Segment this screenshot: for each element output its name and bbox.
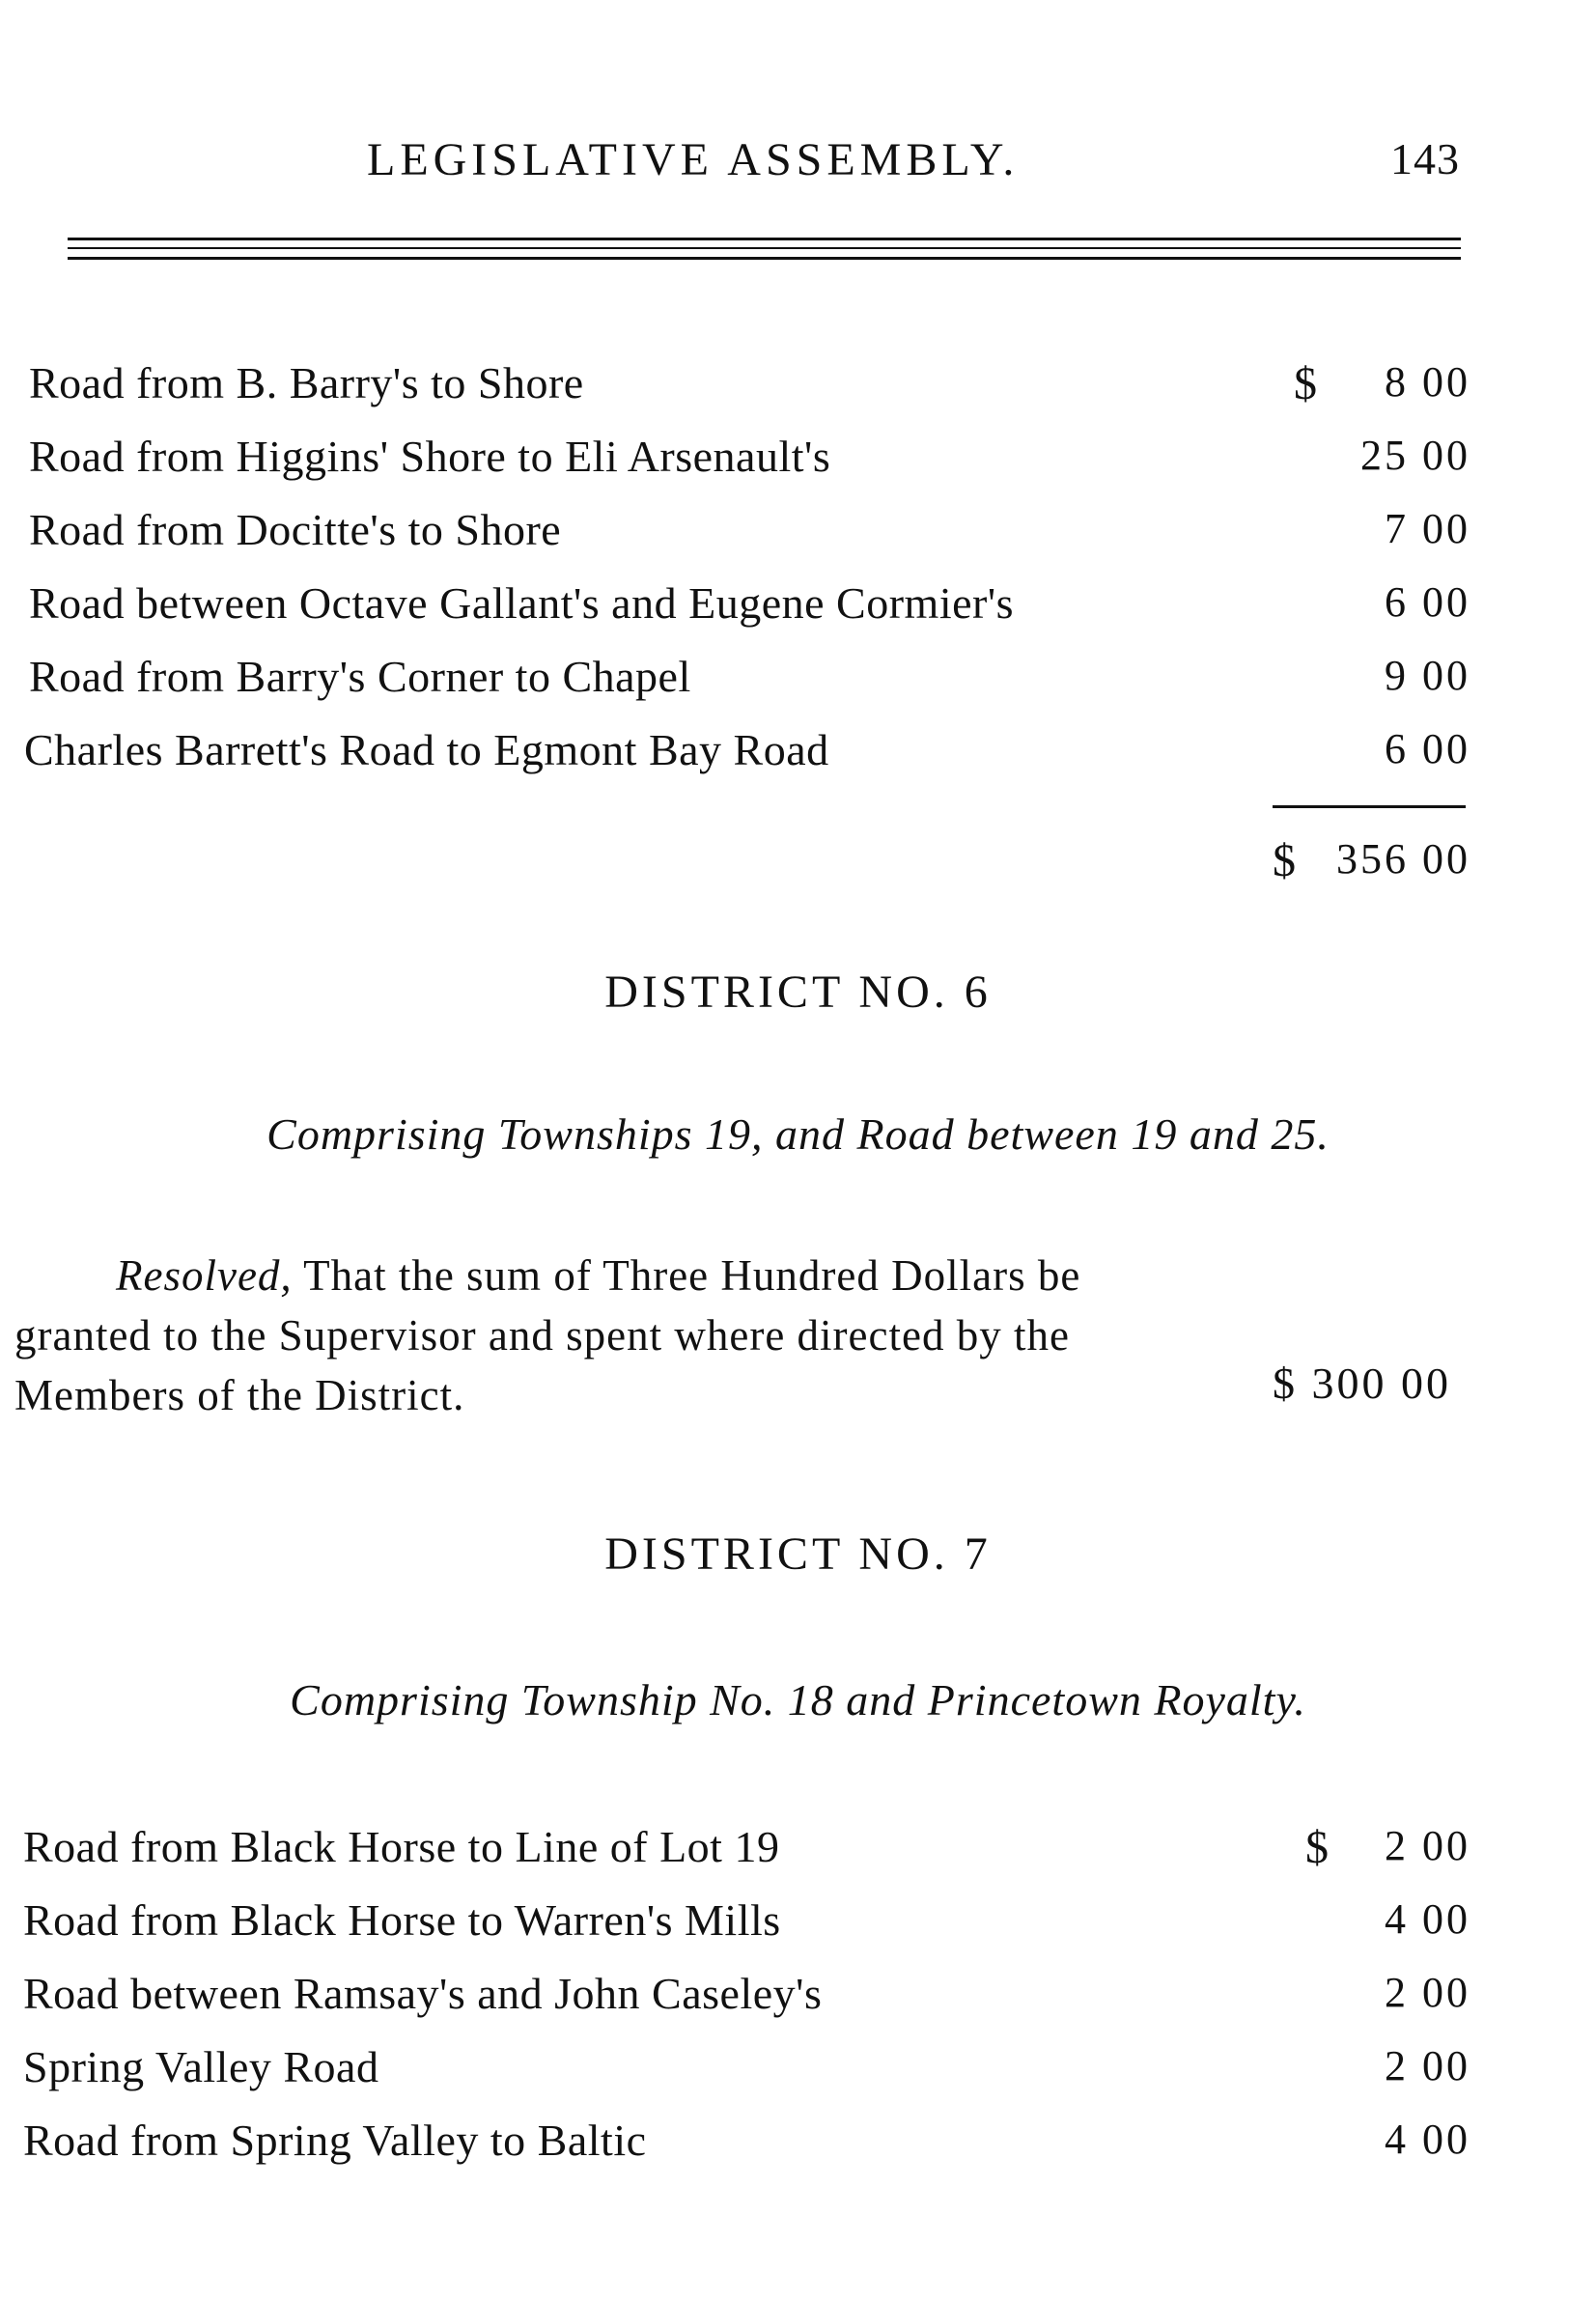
list-item [0, 651, 1596, 718]
dollar-sign: $ [1305, 1822, 1329, 1873]
district-subtitle: Comprising Townships 19, and Road between 19 and 25. [266, 1109, 1330, 1159]
item-label: Charles Barrett's Road to Egmont Bay Road [24, 725, 829, 774]
item-label: Road from Black Horse to Warren's Mills [23, 1895, 781, 1945]
item-amount: 9 00 [1385, 652, 1470, 699]
item-label: Road between Octave Gallant's and Eugene Cormier's [29, 578, 1015, 628]
resolved-word: Resolved, [116, 1251, 293, 1300]
list-item [0, 1821, 1596, 1889]
amount-value: 300 00 [1311, 1359, 1451, 1408]
resolution-line: Members of the District. [14, 1371, 465, 1419]
header-rule [68, 257, 1461, 260]
dollar-sign: $ [1273, 1359, 1298, 1408]
resolution-line [14, 1246, 1241, 1305]
resolution-amount [1273, 1358, 1451, 1409]
item-amount: 2 00 [1385, 1822, 1470, 1869]
total-rule [1273, 805, 1466, 808]
item-amount: 8 00 [1385, 358, 1470, 406]
item-label: Road from Spring Valley to Baltic [23, 2116, 647, 2165]
district-total [0, 834, 1596, 902]
page-number: 143 [1390, 134, 1460, 183]
item-amount: 6 00 [1385, 725, 1470, 772]
list-item [0, 504, 1596, 572]
district-heading: DISTRICT NO. 6 [604, 967, 992, 1018]
header-rule [68, 238, 1461, 240]
item-label: Road from B. Barry's to Shore [29, 358, 584, 407]
item-amount: 2 00 [1385, 2042, 1470, 2089]
dollar-sign: $ [1294, 358, 1317, 409]
total-amount: 356 00 [1336, 835, 1470, 883]
running-head: LEGISLATIVE ASSEMBLY. [367, 134, 1020, 185]
district-subtitle: Comprising Township No. 18 and Princetown Royalty. [290, 1675, 1306, 1724]
item-label: Spring Valley Road [23, 2042, 379, 2091]
resolution-text: That the sum of Three Hundred Dollars be [303, 1251, 1081, 1300]
dollar-sign: $ [1273, 835, 1296, 886]
list-item [0, 357, 1596, 425]
list-item [0, 577, 1596, 645]
item-label: Road from Docitte's to Shore [29, 505, 562, 554]
header-rule [68, 247, 1461, 249]
list-item [0, 724, 1596, 792]
item-amount: 7 00 [1385, 505, 1470, 552]
item-label: Road from Barry's Corner to Chapel [29, 652, 691, 701]
item-amount: 25 00 [1360, 432, 1470, 479]
resolution-line: granted to the Supervisor and spent where directed by the [14, 1311, 1070, 1360]
item-amount: 6 00 [1385, 578, 1470, 626]
item-label: Road from Black Horse to Line of Lot 19 [23, 1822, 780, 1871]
list-item [0, 1968, 1596, 2035]
list-item [0, 431, 1596, 498]
item-amount: 4 00 [1385, 1895, 1470, 1943]
list-item [0, 2041, 1596, 2109]
item-label: Road between Ramsay's and John Caseley's [23, 1969, 823, 2018]
district-heading: DISTRICT NO. 7 [604, 1528, 992, 1580]
list-item [0, 1894, 1596, 1962]
item-amount: 4 00 [1385, 2116, 1470, 2163]
resolution-paragraph [14, 1246, 1241, 1425]
item-amount: 2 00 [1385, 1969, 1470, 2016]
list-item [0, 2115, 1596, 2182]
item-label: Road from Higgins' Shore to Eli Arsenault's [29, 432, 831, 481]
